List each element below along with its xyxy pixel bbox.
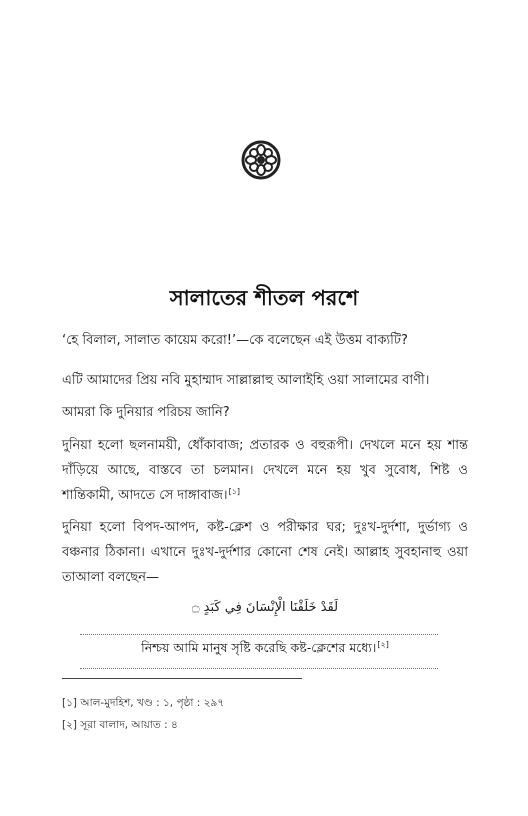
flower-ornament-icon [241,140,281,180]
footnote-1: [১] আল-মুদহিশ, খণ্ড : ১, পৃষ্ঠা : ২৯৭ [62,697,225,709]
chapter-title: সালাতের শীতল পরশে [169,286,359,310]
paragraph-4-text: দুনিয়া হলো ছলনাময়ী, ধোঁকাবাজ; প্রতারক ও বহুরূপী। দেখলে মনে হয় শান্ত দাঁড়িয়ে আছে, বাস্তবে তা চলমান। দেখলে মনে হয় খুব সুবোধ, শিষ্ট ও শান্তিকামী, আদতে সে দাঙ্গাবাজ। [62,438,468,503]
paragraph-1: ‘হে বিলাল, সালাত কায়েম করো!’—কে বলেছেন এই উত্তম বাক্যটি? [62,333,408,348]
footnote-ref-1: [১] [228,486,241,496]
footnote-ref-2: [২] [377,639,389,649]
paragraph-5: দুনিয়া হলো বিপদ-আপদ, কষ্ট-ক্লেশ ও পরীক্ষার ঘর; দুঃখ-দুর্দশা, দুর্ভাগ্য ও বঞ্চনার ঠিকানা। এখানে দুঃখ-দুর্দশার কোনো শেষ নেই। আল্লাহ সুবহানাহু ওয়া তাআলা বলছেন— [62,520,468,585]
paragraph-3: আমরা কি দুনিয়ার পরিচয় জানি? [62,405,230,420]
paragraph-4 [62,433,468,508]
quote-top-divider [80,634,438,635]
footnote-separator [62,678,302,679]
arabic-verse: لَقَدْ خَلَقْنَا الْإِنْسَانَ فِي كَبَدٍ ۝ [191,600,339,615]
verse-translation-text: নিশ্চয় আমি মানুষ সৃষ্টি করেছি কষ্ট-ক্লেশের মধ্যে। [141,640,377,655]
footnote-2: [২] সূরা বালাদ, আয়াত : ৪ [62,719,178,731]
verse-translation [62,640,468,660]
paragraph-2: এটি আমাদের প্রিয় নবি মুহাম্মাদ সাল্লাল্লাহু আলাইহি ওয়া সালামের বাণী। [62,373,430,388]
quote-bottom-divider [80,668,438,669]
